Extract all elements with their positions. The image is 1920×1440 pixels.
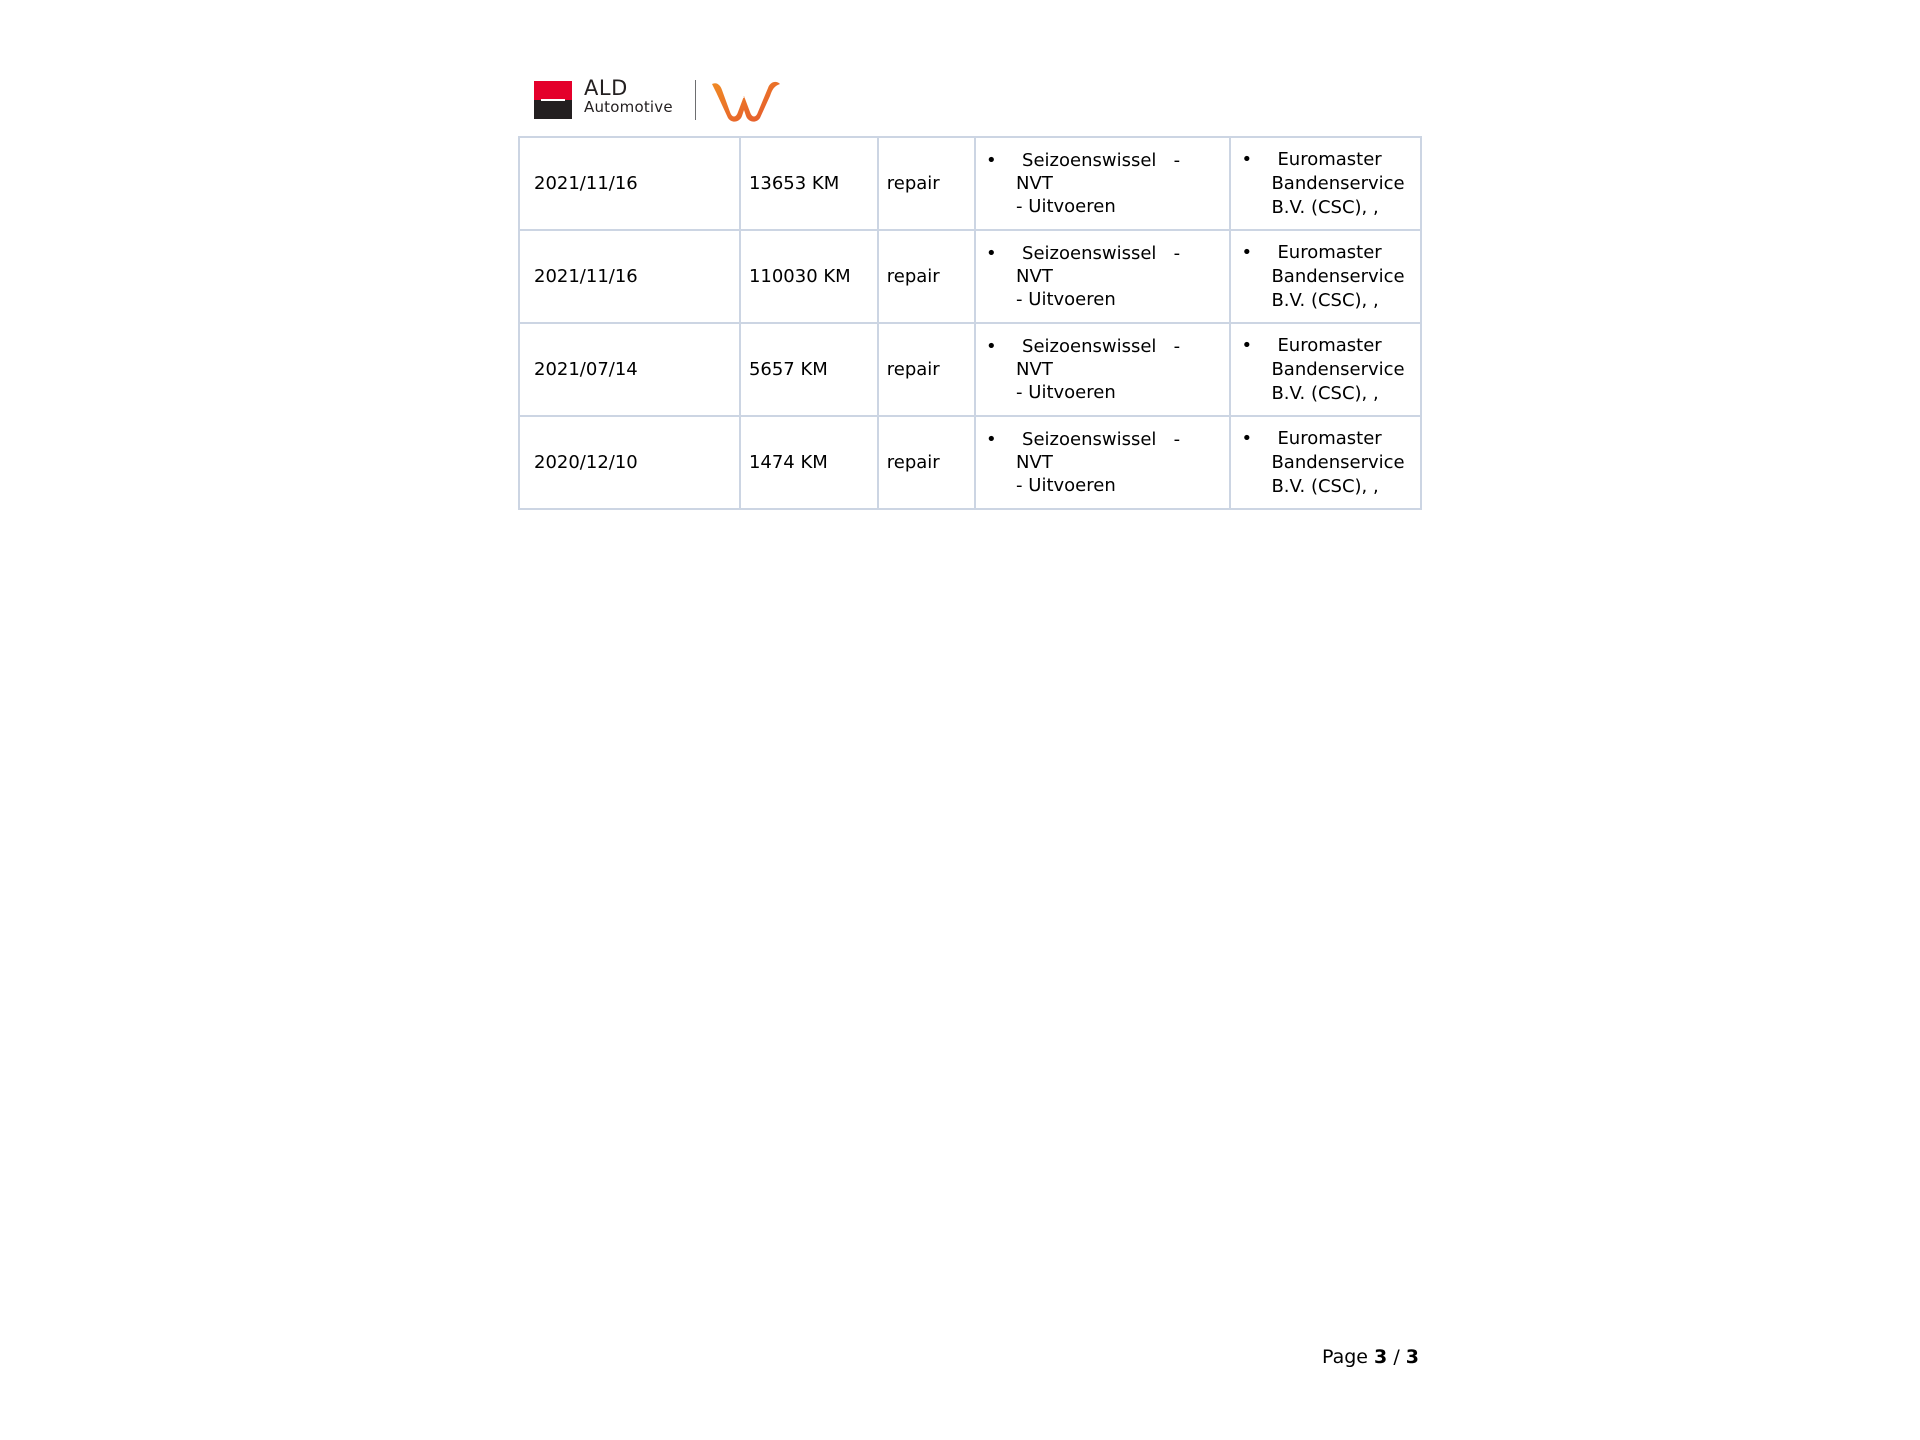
- leaseplan-logo-text: LeasePlan: [724, 92, 760, 100]
- dealer-line: Bandenservice: [1271, 359, 1405, 380]
- description-line: - Uitvoeren: [1016, 289, 1116, 310]
- dealer-line: Euromaster: [1277, 335, 1382, 356]
- mileage-cell: 110030 KM: [740, 230, 878, 323]
- maintenance-history-table: [518, 136, 1422, 510]
- description-cell: [975, 323, 1230, 416]
- leaseplan-logo-icon: [708, 78, 782, 122]
- description-cell: [975, 230, 1230, 323]
- type-cell: repair: [878, 230, 975, 323]
- type-cell: repair: [878, 137, 975, 230]
- dealer-line: Euromaster: [1277, 149, 1382, 170]
- description-line: - Uitvoeren: [1016, 475, 1116, 496]
- dealer-line: Bandenservice: [1271, 266, 1405, 287]
- table-row: [519, 323, 1421, 416]
- description-cell: [975, 137, 1230, 230]
- mileage-cell: 5657 KM: [740, 323, 878, 416]
- ald-logo-mark: [534, 81, 572, 119]
- type-cell: repair: [878, 323, 975, 416]
- date-cell: 2021/07/14: [519, 323, 740, 416]
- date-cell: 2021/11/16: [519, 230, 740, 323]
- ald-logo-name: ALD: [584, 76, 628, 100]
- page-indicator: [1322, 1346, 1419, 1368]
- bullet: •: [1241, 149, 1253, 170]
- type-cell: repair: [878, 416, 975, 509]
- dealer-cell: [1230, 416, 1421, 509]
- description-line: NVT: [1016, 266, 1053, 287]
- dealer-line: B.V. (CSC), ,: [1271, 290, 1379, 311]
- dealer-line: Euromaster: [1277, 242, 1382, 263]
- table-row: [519, 137, 1421, 230]
- description-line: - Uitvoeren: [1016, 382, 1116, 403]
- dealer-line: B.V. (CSC), ,: [1271, 476, 1379, 497]
- page-separator: /: [1393, 1346, 1400, 1368]
- dealer-line: Bandenservice: [1271, 452, 1405, 473]
- dealer-line: B.V. (CSC), ,: [1271, 383, 1379, 404]
- description-line: NVT: [1016, 452, 1053, 473]
- description-line: Seizoenswissel -: [1022, 243, 1181, 264]
- current-page: 3: [1374, 1346, 1388, 1368]
- date-cell: 2020/12/10: [519, 416, 740, 509]
- ald-logo-subtitle: Automotive: [584, 98, 673, 116]
- mileage-cell: 1474 KM: [740, 416, 878, 509]
- date-cell: 2021/11/16: [519, 137, 740, 230]
- description-cell: [975, 416, 1230, 509]
- total-pages: 3: [1405, 1346, 1420, 1368]
- description-line: Seizoenswissel -: [1022, 336, 1181, 357]
- bullet: •: [986, 429, 997, 450]
- dealer-line: Bandenservice: [1271, 173, 1405, 194]
- dealer-cell: [1230, 230, 1421, 323]
- table-row: [519, 416, 1421, 509]
- description-line: Seizoenswissel -: [1022, 429, 1181, 450]
- description-line: - Uitvoeren: [1016, 196, 1116, 217]
- ald-logo-text: [584, 78, 673, 115]
- dealer-cell: [1230, 137, 1421, 230]
- table-row: [519, 230, 1421, 323]
- bullet: •: [1241, 335, 1253, 356]
- description-line: NVT: [1016, 359, 1053, 380]
- bullet: •: [986, 150, 997, 171]
- logo-divider: [695, 80, 696, 120]
- bullet: •: [1241, 242, 1253, 263]
- header-logo: [534, 78, 794, 122]
- dealer-cell: [1230, 323, 1421, 416]
- bullet: •: [986, 243, 997, 264]
- dealer-line: Euromaster: [1277, 428, 1382, 449]
- description-line: NVT: [1016, 173, 1053, 194]
- page-label: Page: [1322, 1346, 1368, 1368]
- bullet: •: [1241, 428, 1253, 449]
- bullet: •: [986, 336, 997, 357]
- description-line: Seizoenswissel -: [1022, 150, 1181, 171]
- dealer-line: B.V. (CSC), ,: [1271, 197, 1379, 218]
- mileage-cell: 13653 KM: [740, 137, 878, 230]
